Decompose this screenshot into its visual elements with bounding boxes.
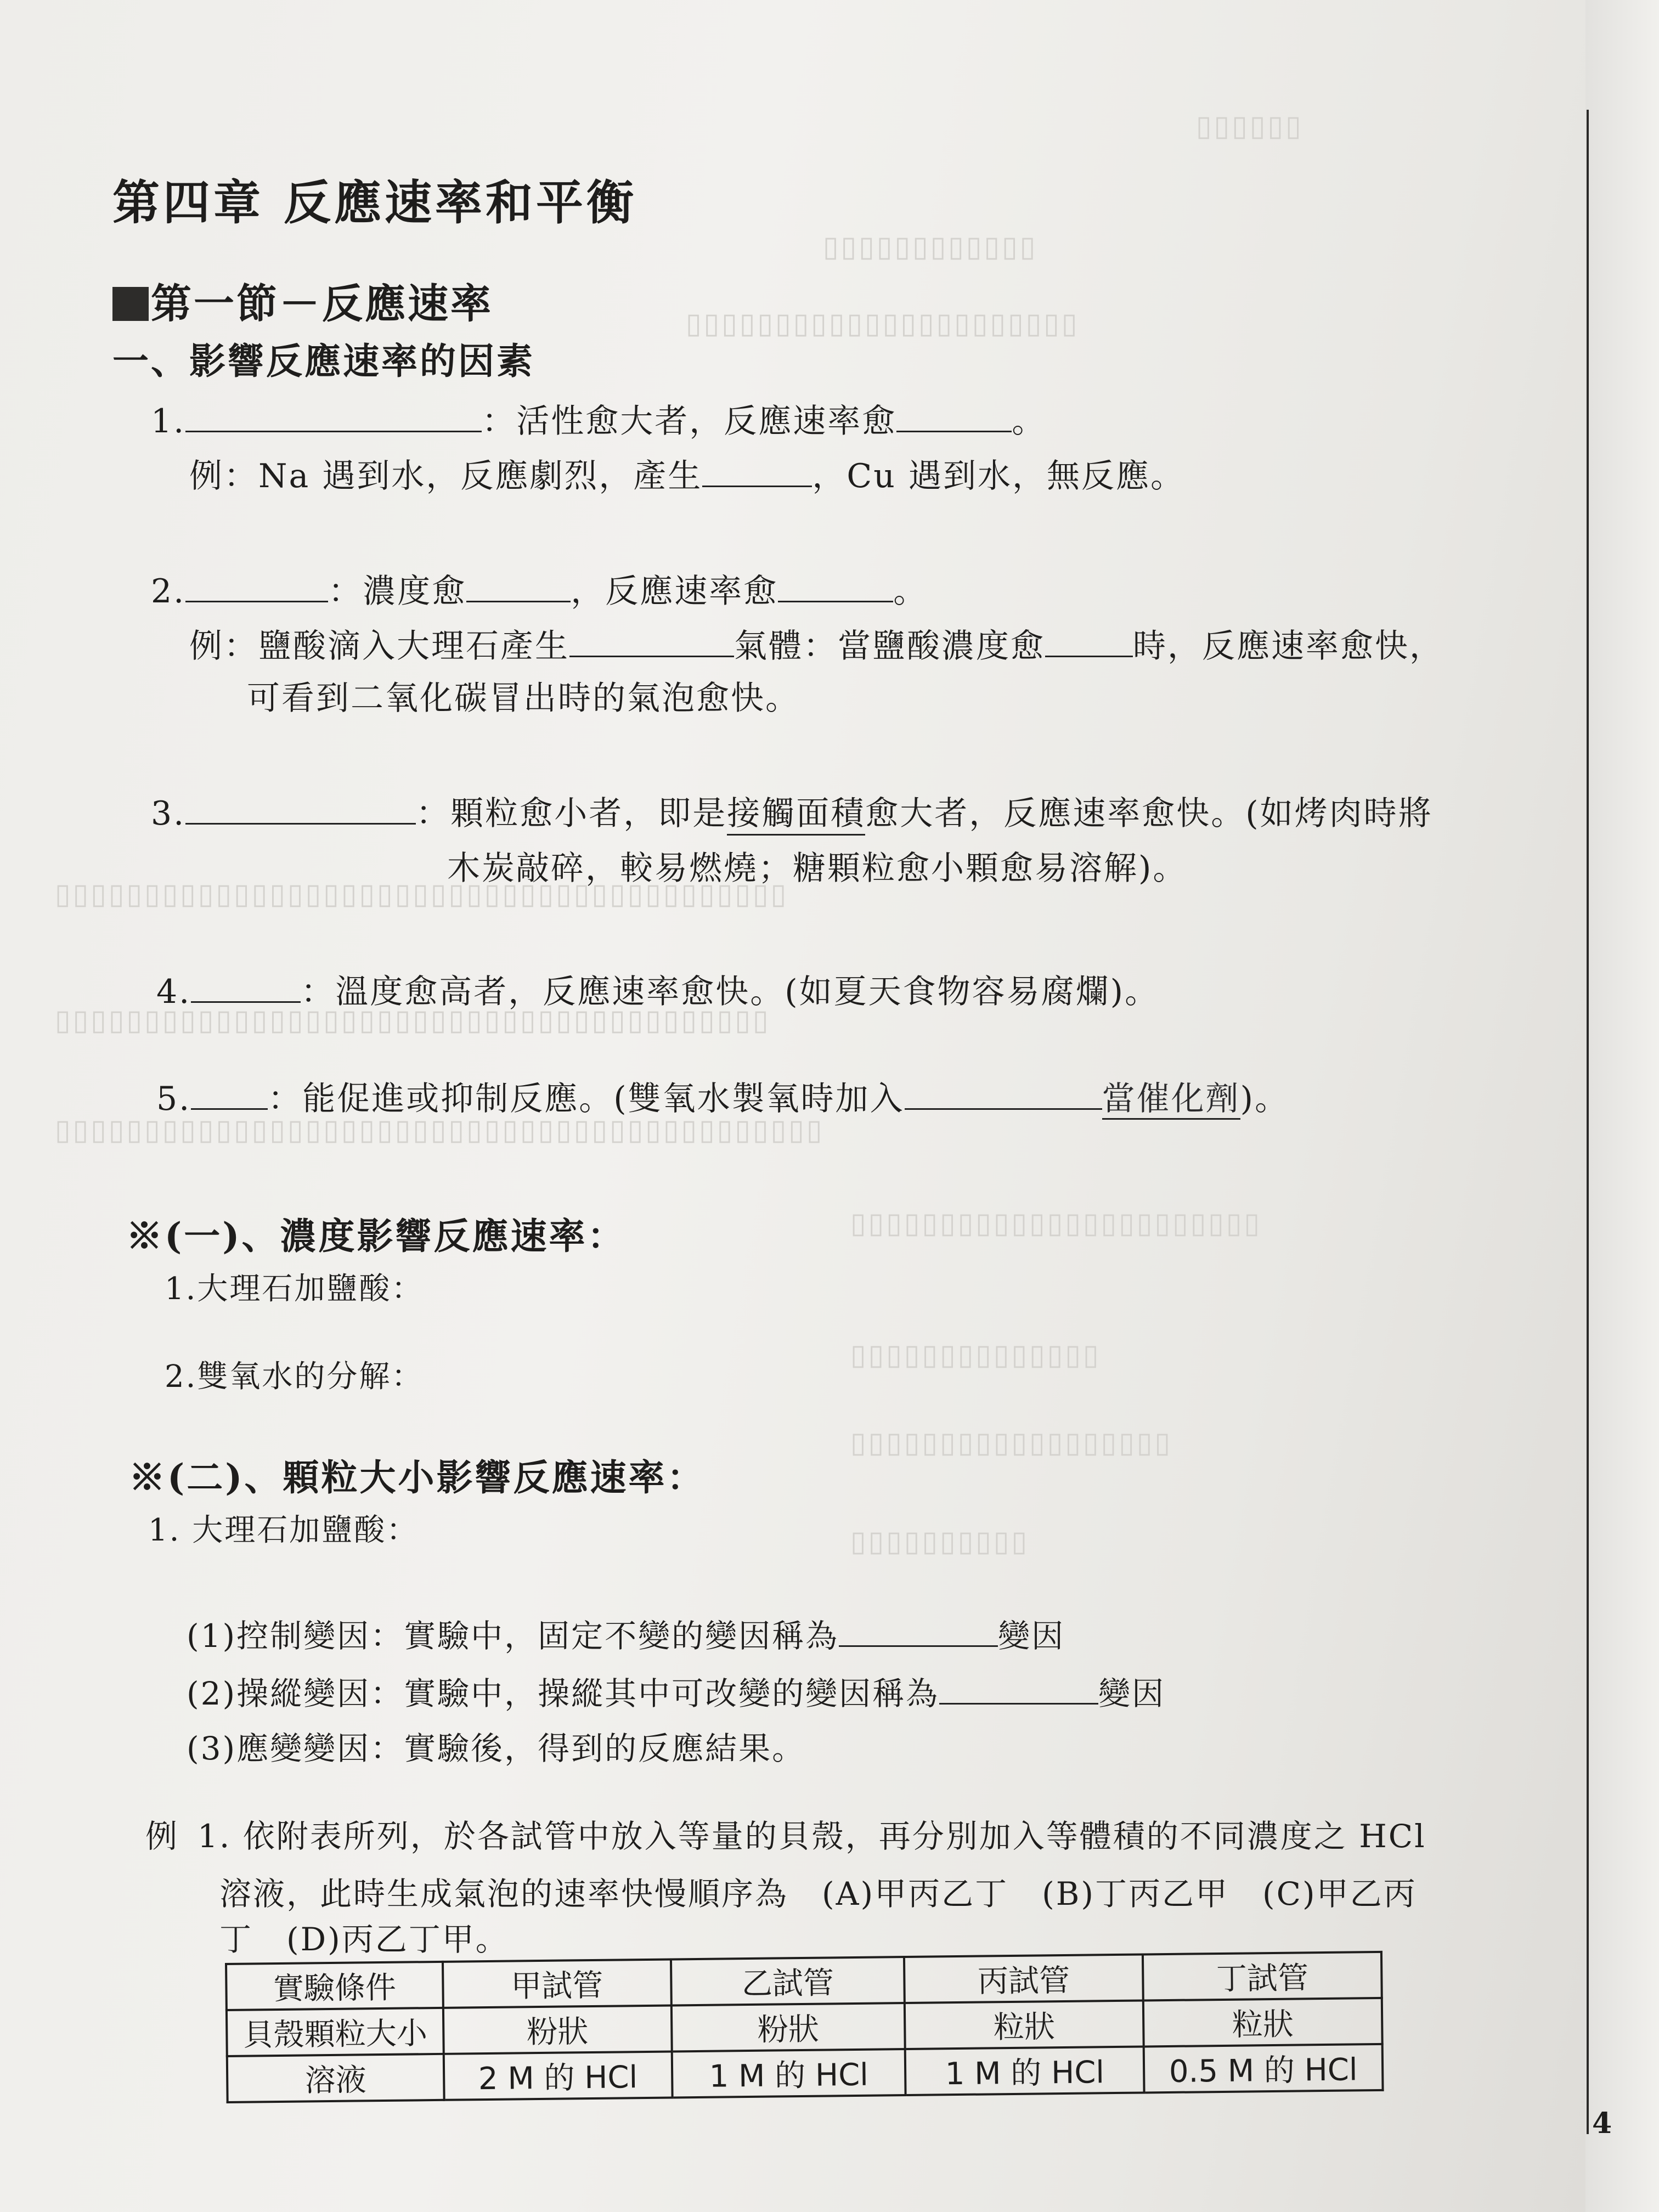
item-2-example-a: 例：鹽酸滴入大理石產生 <box>189 627 569 665</box>
bleed-through-text: ▯▯▯▯▯▯▯▯▯▯▯▯▯▯ <box>850 1339 1101 1372</box>
controlled-variable-text: (1)控制變因：實驗中，固定不變的變因稱為 <box>187 1617 839 1655</box>
chapter-title: 第四章 反應速率和平衡 <box>112 175 637 230</box>
page-number: 4 <box>1592 2107 1612 2140</box>
contact-area-underlined: 接觸面積 <box>727 794 865 836</box>
item-3-number: 3. <box>151 794 186 833</box>
table-cell: 丙試管 <box>904 1954 1143 2003</box>
item-1-number: 1. <box>151 402 186 441</box>
item-1-example <box>189 450 1185 497</box>
bleed-through-text: ▯▯▯▯▯▯▯▯▯▯ <box>850 1525 1030 1558</box>
handwritten-answer: 當催化劑 <box>1102 1080 1240 1120</box>
bleed-through-text: ▯▯▯▯▯▯ <box>1196 110 1304 143</box>
item-5-text-a: ：能促進或抑制反應。(雙氧水製氧時加入 <box>268 1080 905 1118</box>
item-2-example-c: 時，反應速率愈快， <box>1133 627 1444 665</box>
table-cell: 粉狀 <box>443 2005 672 2053</box>
example-line-3: 丁 (D)丙乙丁甲。 <box>219 1921 509 1958</box>
item-1-end: 。 <box>1012 402 1047 441</box>
item-2-line <box>151 565 928 612</box>
item-4-text: ：溫度愈高者，反應速率愈快。(如夏天食物容易腐爛)。 <box>301 973 1160 1011</box>
fill-blank[interactable] <box>778 600 893 602</box>
item-1-example-b: ，Cu 遇到水，無反應。 <box>812 457 1185 495</box>
manipulated-variable-text: (2)操縱變因：實驗中，操縱其中可改變的變因稱為 <box>187 1675 940 1712</box>
example-line-2: 溶液，此時生成氣泡的速率快慢順序為 (A)甲丙乙丁 (B)丁丙乙甲 (C)甲乙丙 <box>219 1875 1417 1912</box>
item-1-line <box>151 395 1046 442</box>
item-2-text-a: ：濃度愈 <box>328 572 467 611</box>
item-1-example-a: 例：Na 遇到水，反應劇烈，產生 <box>189 457 703 495</box>
controlled-variable-suffix: 變因 <box>998 1617 1065 1655</box>
table-cell: 1 M 的 HCl <box>905 2046 1144 2095</box>
section-title <box>112 272 493 330</box>
item-5-end: )。 <box>1240 1080 1290 1118</box>
item-2-example-b: 氣體：當鹽酸濃度愈 <box>734 627 1045 665</box>
part1-question-2: 2.雙氧水的分解： <box>165 1359 424 1395</box>
table-cell: 2 M 的 HCl <box>444 2051 673 2100</box>
adjacent-page-edge <box>1585 0 1659 2212</box>
item-5-line <box>156 1073 1289 1120</box>
table-cell: 貝殼顆粒大小 <box>227 2008 444 2056</box>
fill-blank[interactable] <box>185 600 328 602</box>
table-cell: 丁試管 <box>1143 1952 1382 2001</box>
bleed-through-text: ▯▯▯▯▯▯▯▯▯▯▯▯▯▯▯▯▯▯▯▯▯▯▯▯▯▯▯▯▯▯▯▯▯▯▯▯▯▯▯▯ <box>55 1004 771 1037</box>
fill-blank[interactable] <box>191 1001 301 1003</box>
item-3-text-a: ：顆粒愈小者，即是 <box>416 794 727 833</box>
bleed-through-text: ▯▯▯▯▯▯▯▯▯▯▯▯▯▯▯▯▯▯▯▯▯▯▯▯▯▯▯▯▯▯▯▯▯▯▯▯▯▯▯▯▯▯▯ <box>55 1114 825 1147</box>
fill-blank[interactable] <box>569 655 734 657</box>
table-cell: 1 M 的 HCl <box>672 2049 906 2097</box>
particle-size-heading: ※(二)、顆粒大小影響反應速率： <box>129 1456 706 1499</box>
fill-blank[interactable] <box>839 1645 998 1647</box>
manipulated-variable-suffix: 變因 <box>1098 1675 1166 1712</box>
table-cell: 粒狀 <box>1143 1998 1383 2047</box>
item-3-text-b: 愈大者，反應速率愈快。(如烤肉時將 <box>865 794 1433 833</box>
concentration-heading: ※(一)、濃度影響反應速率： <box>126 1215 626 1257</box>
fill-blank[interactable] <box>905 1108 1102 1110</box>
section-title-text: 第一節－反應速率 <box>151 280 493 328</box>
table-cell: 粉狀 <box>672 2003 905 2051</box>
table-cell: 0.5 M 的 HCl <box>1144 2044 1383 2093</box>
item-3-line <box>151 787 1433 834</box>
factors-heading: 一、影響反應速率的因素 <box>112 340 535 382</box>
item-4-line <box>156 966 1159 1013</box>
page-fold-line <box>1587 110 1589 2134</box>
fill-blank[interactable] <box>191 1108 268 1110</box>
section-marker-square <box>112 287 149 321</box>
item-2-end: 。 <box>893 572 928 611</box>
item-5-number: 5. <box>156 1080 191 1118</box>
item-2-example-line2: 可看到二氧化碳冒出時的氣泡愈快。 <box>247 679 800 718</box>
fill-blank[interactable] <box>185 430 482 432</box>
controlled-variable-line <box>187 1610 1065 1656</box>
bleed-through-text: ▯▯▯▯▯▯▯▯▯▯▯▯ <box>823 230 1038 263</box>
experiment-table <box>225 1951 1384 2103</box>
manipulated-variable-line <box>187 1668 1165 1714</box>
item-3-line2: 木炭敲碎，較易燃燒；糖顆粒愈小顆愈易溶解)。 <box>447 849 1188 888</box>
example-label: 例 <box>145 1818 179 1855</box>
fill-blank[interactable] <box>939 1702 1098 1705</box>
fill-blank[interactable] <box>185 822 416 825</box>
item-1-text: ：活性愈大者，反應速率愈 <box>482 402 897 441</box>
table-cell: 溶液 <box>227 2054 444 2102</box>
table-cell: 乙試管 <box>671 1957 905 2005</box>
table-cell: 甲試管 <box>443 1959 672 2007</box>
item-4-number: 4. <box>156 973 191 1011</box>
responding-variable-line: (3)應變變因：實驗後，得到的反應結果。 <box>187 1730 806 1767</box>
item-2-example <box>189 620 1444 667</box>
table-cell: 實驗條件 <box>226 1962 443 2010</box>
bleed-through-text: ▯▯▯▯▯▯▯▯▯▯▯▯▯▯▯▯▯▯ <box>850 1426 1173 1459</box>
example-line-1: 1. 依附表所列，於各試管中放入等量的貝殼，再分別加入等體積的不同濃度之 HCl <box>198 1818 1426 1855</box>
table-cell: 粒狀 <box>905 2000 1144 2049</box>
part1-question-1: 1.大理石加鹽酸： <box>165 1271 424 1307</box>
bleed-through-text: ▯▯▯▯▯▯▯▯▯▯▯▯▯▯▯▯▯▯▯▯▯▯ <box>686 307 1080 340</box>
fill-blank[interactable] <box>896 430 1012 432</box>
fill-blank[interactable] <box>702 485 812 487</box>
part2-question-1: 1. 大理石加鹽酸： <box>148 1513 419 1548</box>
bleed-through-text: ▯▯▯▯▯▯▯▯▯▯▯▯▯▯▯▯▯▯▯▯▯▯▯▯▯▯▯▯▯▯▯▯▯▯▯▯▯▯▯▯▯ <box>55 878 789 911</box>
fill-blank[interactable] <box>466 600 571 602</box>
item-2-number: 2. <box>151 572 186 611</box>
bleed-through-text: ▯▯▯▯▯▯▯▯▯▯▯▯▯▯▯▯▯▯▯▯▯▯▯ <box>850 1207 1262 1240</box>
item-2-text-b: ，反應速率愈 <box>571 572 778 611</box>
fill-blank[interactable] <box>1045 655 1133 657</box>
